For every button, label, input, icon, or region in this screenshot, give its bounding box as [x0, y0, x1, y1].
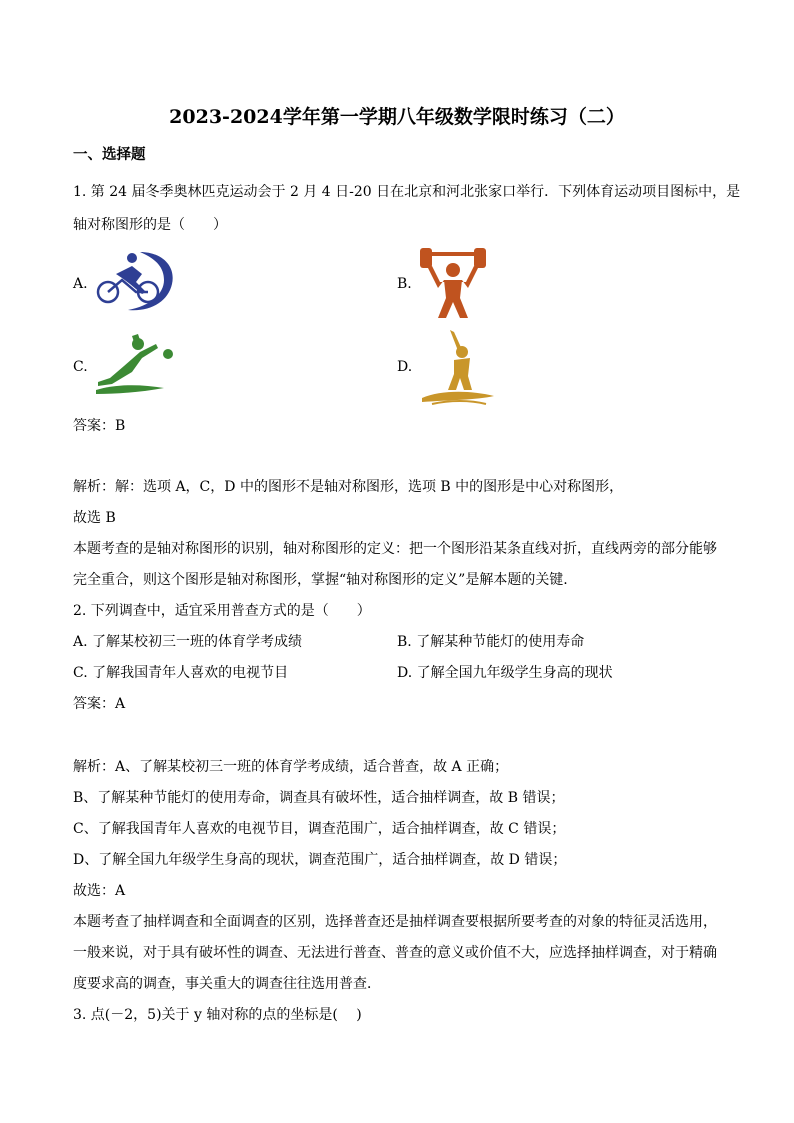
- question-2-stem: 2. 下列调查中，适宜采用普查方式的是（ ）: [73, 603, 371, 619]
- question-2-analysis-line8: 度要求高的调查，事关重大的调查往往选用普查．: [73, 976, 381, 992]
- section-heading: 一、选择题: [73, 146, 146, 163]
- question-2-option-a: A. 了解某校初三一班的体育学考成绩: [73, 634, 303, 650]
- question-1-option-b-label: B.: [397, 276, 412, 292]
- question-2-analysis-line1: 解析：A、了解某校初三一班的体育学考成绩，适合普查，故 A 正确；: [73, 759, 509, 775]
- question-2-answer: 答案：A: [73, 696, 126, 712]
- question-1-analysis-line4: 完全重合，则这个图形是轴对称图形，掌握“轴对称图形的定义”是解本题的关键.: [73, 572, 568, 588]
- question-2-analysis-line4: D、了解全国九年级学生身高的现状，调查范围广，适合抽样调查，故 D 错误；: [73, 852, 567, 868]
- question-1-option-a-label: A.: [73, 276, 88, 292]
- question-1-analysis-line1: 解析：解：选项 A，C，D 中的图形不是轴对称图形，选项 B 中的图形是中心对称图形，: [73, 479, 624, 495]
- page-title: 2023-2024学年第一学期八年级数学限时练习（二）: [169, 106, 625, 128]
- weightlifting-icon: [416, 248, 490, 320]
- question-1-answer: 答案：B: [73, 418, 126, 434]
- question-1-analysis-line2: 故选 B: [73, 510, 116, 526]
- question-2-option-c: C. 了解我国青年人喜欢的电视节目: [73, 665, 289, 681]
- question-2-analysis-line7: 一般来说，对于具有破坏性的调查、无法进行普查、普查的意义或价值不大，应选择抽样调查，对于精确: [73, 945, 717, 961]
- golf-icon: [420, 328, 496, 406]
- question-2-analysis-line2: B、了解某种节能灯的使用寿命，调查具有破坏性，适合抽样调查，故 B 错误；: [73, 790, 565, 806]
- question-3-stem: 3. 点(－2，5)关于 y 轴对称的点的坐标是( ): [73, 1007, 362, 1023]
- question-1-stem-line1: 1. 第 24 届冬季奥林匹克运动会于 2 月 4 日-20 日在北京和河北张家口举行．下列体育运动项目图标中，是: [73, 184, 741, 200]
- question-2-option-d: D. 了解全国九年级学生身高的现状: [397, 665, 613, 681]
- volleyball-icon: [92, 332, 176, 398]
- cycling-icon: [92, 248, 176, 314]
- question-2-option-b: B. 了解某种节能灯的使用寿命: [397, 634, 585, 650]
- question-1-stem-line2: 轴对称图形的是（ ）: [73, 217, 227, 233]
- question-2-analysis-line6: 本题考查了抽样调查和全面调查的区别，选择普查还是抽样调查要根据所要考查的对象的特征灵活选用，: [73, 914, 717, 930]
- question-1-option-c-label: C.: [73, 359, 88, 375]
- question-1-option-d-label: D.: [397, 359, 413, 375]
- question-1-analysis-line3: 本题考查的是轴对称图形的识别，轴对称图形的定义：把一个图形沿某条直线对折，直线两旁的部分能够: [73, 541, 717, 557]
- question-2-analysis-line5: 故选：A: [73, 883, 126, 899]
- question-2-analysis-line3: C、了解我国青年人喜欢的电视节目，调查范围广，适合抽样调查，故 C 错误；: [73, 821, 566, 837]
